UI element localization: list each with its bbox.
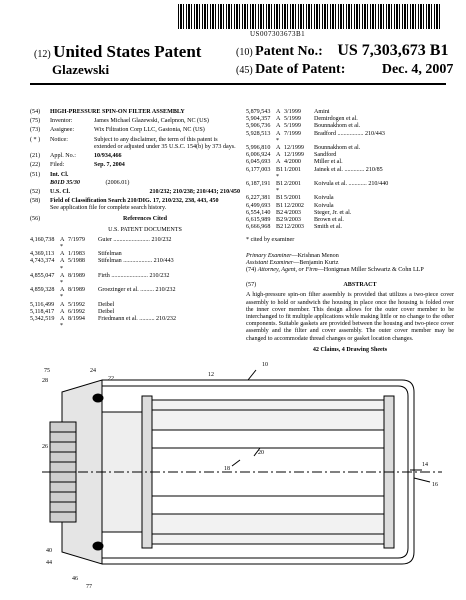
field-code: (21) xyxy=(30,153,41,160)
field-label: Appl. No.: xyxy=(50,153,76,160)
header-inventor: Glazewski xyxy=(52,62,110,77)
attorney-name: —Honigman Miller Schwartz & Cohn LLP xyxy=(317,267,424,274)
abstract-heading-row xyxy=(246,282,454,289)
reference-name: Koivula et al. ............ 210/440 xyxy=(314,181,389,188)
reference-mark: A xyxy=(276,123,281,130)
fig-label-16: 16 xyxy=(432,482,438,488)
fig-label-24: 24 xyxy=(90,368,96,374)
reference-date: 12/1999 xyxy=(284,145,304,152)
reference-no: 6,499,693 xyxy=(246,202,271,209)
field-label: Notice: xyxy=(50,136,68,143)
field-search-value: 210/DIG. 17, 210/232, 238, 443, 450 xyxy=(127,198,219,205)
reference-date: 7/1979 xyxy=(68,236,85,243)
reference-row xyxy=(30,237,240,251)
reference-no: 5,118,417 xyxy=(30,308,55,315)
reference-mark: A xyxy=(60,301,65,308)
reference-no: 4,743,374 xyxy=(30,258,55,265)
reference-row xyxy=(246,159,454,166)
abstract-heading: ABSTRACT xyxy=(343,282,377,289)
reference-mark: A xyxy=(276,116,281,123)
reference-row xyxy=(246,195,454,202)
reference-row xyxy=(246,181,454,195)
reference-name: Steger, Jr. et al. xyxy=(314,209,352,216)
header-right xyxy=(236,42,453,78)
fig-label-18: 18 xyxy=(224,466,230,472)
reference-mark: A xyxy=(60,308,65,315)
reference-mark: A xyxy=(276,109,281,115)
reference-mark: A xyxy=(276,152,281,159)
int-cl-code: (51) xyxy=(30,172,41,179)
us-cl-code: (52) xyxy=(30,188,41,195)
reference-name: Deibel xyxy=(98,308,115,315)
reference-no: 6,006,924 xyxy=(246,152,271,159)
reference-name: Amini xyxy=(314,109,330,115)
field-code: ( * ) xyxy=(30,136,41,143)
int-cl-entry xyxy=(30,172,240,186)
filter-element-bottom xyxy=(152,514,384,544)
reference-no: 6,615,989 xyxy=(246,217,271,224)
reference-name: Miller et al. xyxy=(314,159,343,166)
reference-date: 8/1989 xyxy=(68,272,85,279)
reference-mark: B1 * xyxy=(276,166,284,180)
reference-no: 6,227,381 xyxy=(246,195,271,202)
patent-no-label: Patent No.: xyxy=(255,44,323,59)
field-search-entry xyxy=(30,198,240,212)
fig-label-75: 75 xyxy=(44,368,50,374)
right-column xyxy=(246,109,454,354)
reference-row xyxy=(246,123,454,130)
reference-name: Deibel xyxy=(98,301,115,308)
field-label: Filed: xyxy=(50,162,65,169)
reference-mark: B1 * xyxy=(276,181,284,195)
references-heading-row xyxy=(30,216,240,223)
field-search-label: Field of Classification Search xyxy=(50,198,126,205)
fig-label-10: 10 xyxy=(262,362,268,368)
reference-date: 2/2001 xyxy=(284,181,301,188)
reference-date: 5/2001 xyxy=(284,195,301,202)
field-value: Subject to any disclaimer, the term of this patent is extended or adjusted under 35 U.S.C. 154(b) by 373 days. xyxy=(94,136,236,150)
barcode-number: US007303673B1 xyxy=(250,30,306,38)
assistant-examiner-label: Assistant Examiner xyxy=(246,259,294,266)
field-code: (73) xyxy=(30,127,41,134)
field-value: Wix Filtration Corp LLC, Gastonia, NC (US) xyxy=(94,127,205,134)
fig-label-20: 20 xyxy=(258,450,264,456)
reference-no: 5,928,513 xyxy=(246,130,271,137)
reference-no: 5,879,543 xyxy=(246,109,271,115)
reference-no: 5,906,736 xyxy=(246,123,271,130)
field-search-note: See application file for complete search history. xyxy=(50,205,167,212)
fig-label-46: 46 xyxy=(72,576,78,582)
header-left xyxy=(34,42,201,78)
biblio-field xyxy=(30,118,240,125)
primary-examiner-name: —Krishnan Menon xyxy=(291,252,339,259)
reference-name: Bounnakhom et al. xyxy=(314,123,361,130)
fig-label-14: 14 xyxy=(422,462,428,468)
reference-date: 3/1999 xyxy=(284,109,301,115)
reference-mark: B1 xyxy=(276,195,284,202)
int-cl-class: B01D 35/30 xyxy=(50,179,80,186)
reference-name: Bounnakhom et al. xyxy=(314,145,361,152)
reference-row xyxy=(30,273,240,287)
reference-date: 9/2003 xyxy=(284,217,301,224)
fig-label-28: 28 xyxy=(42,378,48,384)
reference-mark: A xyxy=(276,145,281,152)
field-code: (22) xyxy=(30,162,41,169)
reference-name: Groezinger et al. ......... 210/232 xyxy=(98,287,176,294)
attorney-code: (74) xyxy=(246,267,257,274)
reference-name: Jainek et al. ............. 210/85 xyxy=(314,166,383,173)
abstract-text: A high-pressure spin-on filter assembly is provided that utilizes a two-piece cover assembly to hold or sandwich the housing in place once the housing is folded over the inner cover member. This design allows for the outer cover member to be interchanged to fit multiple applications while making little or no change to the other components. Suitable gaskets are provided between the housing and two-piece cover assembly and the filter and cover assembly. The outer cover member may be changed to accommodate thread changes or gasket location changes. xyxy=(246,292,454,342)
reference-name: Friedmann et al. .......... 210/232 xyxy=(98,316,177,323)
attorney-label: Attorney, Agent, or Firm xyxy=(257,267,318,274)
fig-label-77: 77 xyxy=(86,584,92,590)
primary-examiner-label: Primary Examiner xyxy=(246,252,292,259)
reference-row xyxy=(246,210,454,217)
field-label: Assignee: xyxy=(50,127,75,134)
patent-type-title: United States Patent xyxy=(53,42,202,61)
assistant-examiner xyxy=(246,260,454,267)
reference-mark: B2 xyxy=(276,224,284,231)
biblio-field xyxy=(30,162,240,169)
reference-name: Sandford xyxy=(314,152,337,159)
reference-name: Koivula xyxy=(314,202,334,209)
barcode-image xyxy=(178,4,440,29)
reference-name: Guier ........................ 210/232 xyxy=(98,236,172,243)
cited-by-examiner-note: * cited by examiner xyxy=(246,237,295,244)
date-label: Date of Patent: xyxy=(255,62,346,77)
us-cl-value: 210/232; 210/238; 210/443; 210/450 xyxy=(149,188,240,195)
reference-row xyxy=(246,145,454,152)
reference-mark: B2 xyxy=(276,217,284,224)
reference-mark: A xyxy=(276,159,281,166)
field-value: James Michael Glazewski, Caelpnon, NC (US) xyxy=(94,118,209,125)
us-cl-label: U.S. Cl. xyxy=(50,188,70,195)
reference-row xyxy=(246,203,454,210)
reference-no: 4,369,113 xyxy=(30,251,55,258)
biblio-field xyxy=(30,109,240,116)
patent-date: Dec. 4, 2007 xyxy=(381,62,454,77)
int-cl-label: Int. Cl. xyxy=(50,172,69,179)
header-code-10: (10) xyxy=(236,47,253,58)
field-label: Inventor: xyxy=(50,118,73,125)
claims-count: 42 Claims, 4 Drawing Sheets xyxy=(312,346,388,353)
fig-label-40: 40 xyxy=(46,548,52,554)
reference-name: Brown et al. xyxy=(314,217,344,224)
references-heading: References Cited xyxy=(122,216,168,223)
fig-label-44: 44 xyxy=(46,560,52,566)
primary-examiner xyxy=(246,253,454,260)
reference-row xyxy=(30,309,240,316)
reference-date: 8/1989 xyxy=(68,287,85,294)
reference-no: 5,116,499 xyxy=(30,301,55,308)
reference-date: 6/1992 xyxy=(68,308,85,315)
reference-mark: A * xyxy=(60,316,65,330)
header-code-45: (45) xyxy=(236,65,253,76)
reference-date: 4/2000 xyxy=(284,159,301,166)
field-code: (54) xyxy=(30,109,41,115)
reference-mark: A * xyxy=(60,258,65,272)
field-code: (75) xyxy=(30,118,41,125)
reference-mark: A * xyxy=(60,236,65,251)
reference-mark: B2 xyxy=(276,209,284,216)
reference-mark: A * xyxy=(276,130,281,144)
reference-no: 6,177,003 xyxy=(246,166,271,173)
reference-date: 5/1999 xyxy=(284,123,301,130)
us-cl-entry xyxy=(30,189,240,196)
field-search-code: (58) xyxy=(30,198,41,205)
reference-no: 6,045,693 xyxy=(246,159,271,166)
reference-row xyxy=(246,224,454,231)
reference-name: Demirdogen et al. xyxy=(314,116,358,123)
filter-element-top xyxy=(152,400,384,430)
field-value: 10/934,466 xyxy=(94,153,122,160)
reference-date: 1/1983 xyxy=(68,251,85,258)
reference-no: 5,342,519 xyxy=(30,316,55,323)
header-rule xyxy=(30,83,446,85)
reference-name: Smith et al. xyxy=(314,224,342,231)
biblio-field xyxy=(30,127,240,134)
reference-mark: A xyxy=(60,251,65,258)
reference-row xyxy=(246,109,454,116)
abstract-code: (57) xyxy=(246,282,257,289)
reference-date: 8/1994 xyxy=(68,316,85,323)
references-left-list xyxy=(30,237,240,331)
fig-label-12: 12 xyxy=(208,372,214,378)
reference-row xyxy=(30,287,240,301)
reference-date: 4/2003 xyxy=(284,209,301,216)
reference-row xyxy=(30,258,240,272)
reference-no: 5,996,810 xyxy=(246,145,271,152)
reference-no: 6,666,968 xyxy=(246,224,271,231)
reference-no: 4,160,738 xyxy=(30,236,55,243)
reference-date: 7/1999 xyxy=(284,130,301,137)
fig-label-22: 22 xyxy=(108,376,114,382)
header-code-12: (12) xyxy=(34,49,51,60)
reference-date: 12/1999 xyxy=(284,152,304,159)
biblio-fields xyxy=(30,109,240,169)
attorney xyxy=(246,267,454,274)
reference-row xyxy=(246,217,454,224)
left-column xyxy=(30,109,240,330)
reference-date: 5/1988 xyxy=(68,258,85,265)
reference-row xyxy=(246,152,454,159)
reference-mark: A * xyxy=(60,272,65,287)
biblio-field xyxy=(30,153,240,160)
reference-date: 5/1999 xyxy=(284,116,301,123)
reference-name: Stifelman ................... 210/443 xyxy=(98,258,174,265)
patent-number: US 7,303,673 B1 xyxy=(337,42,449,59)
references-code: (56) xyxy=(30,216,41,223)
reference-mark: B1 xyxy=(276,202,284,209)
reference-mark: A * xyxy=(60,287,65,301)
reference-date: 1/2001 xyxy=(284,166,301,173)
reference-row xyxy=(30,316,240,330)
reference-name: Firth ........................ 210/232 xyxy=(98,272,170,279)
field-value: HIGH-PRESSURE SPIN-ON FILTER ASSEMBLY xyxy=(50,109,185,115)
reference-name: Koivula xyxy=(314,195,334,202)
fig-label-26: 26 xyxy=(42,444,48,450)
reference-no: 4,855,047 xyxy=(30,272,55,279)
field-value: Sep. 7, 2004 xyxy=(94,162,125,169)
reference-no: 5,904,357 xyxy=(246,116,271,123)
int-cl-year: (2006.01) xyxy=(105,179,130,186)
reference-row xyxy=(246,167,454,181)
assistant-examiner-name: —Benjamin Kurtz xyxy=(293,259,339,266)
reference-row xyxy=(246,116,454,123)
reference-name: Stifelman xyxy=(98,251,122,258)
references-subheading: U.S. PATENT DOCUMENTS xyxy=(108,226,182,233)
reference-row xyxy=(246,131,454,145)
reference-no: 6,554,140 xyxy=(246,209,271,216)
reference-name: Bradford ................. 210/443 xyxy=(314,130,385,137)
references-right-list xyxy=(246,109,454,231)
reference-no: 4,859,328 xyxy=(30,287,55,294)
reference-no: 6,187,191 xyxy=(246,181,271,188)
patent-figure xyxy=(42,352,454,596)
reference-date: 12/2002 xyxy=(284,202,304,209)
reference-date: 5/1992 xyxy=(68,301,85,308)
reference-row xyxy=(30,302,240,309)
biblio-field xyxy=(30,137,240,151)
reference-date: 12/2003 xyxy=(284,224,304,231)
